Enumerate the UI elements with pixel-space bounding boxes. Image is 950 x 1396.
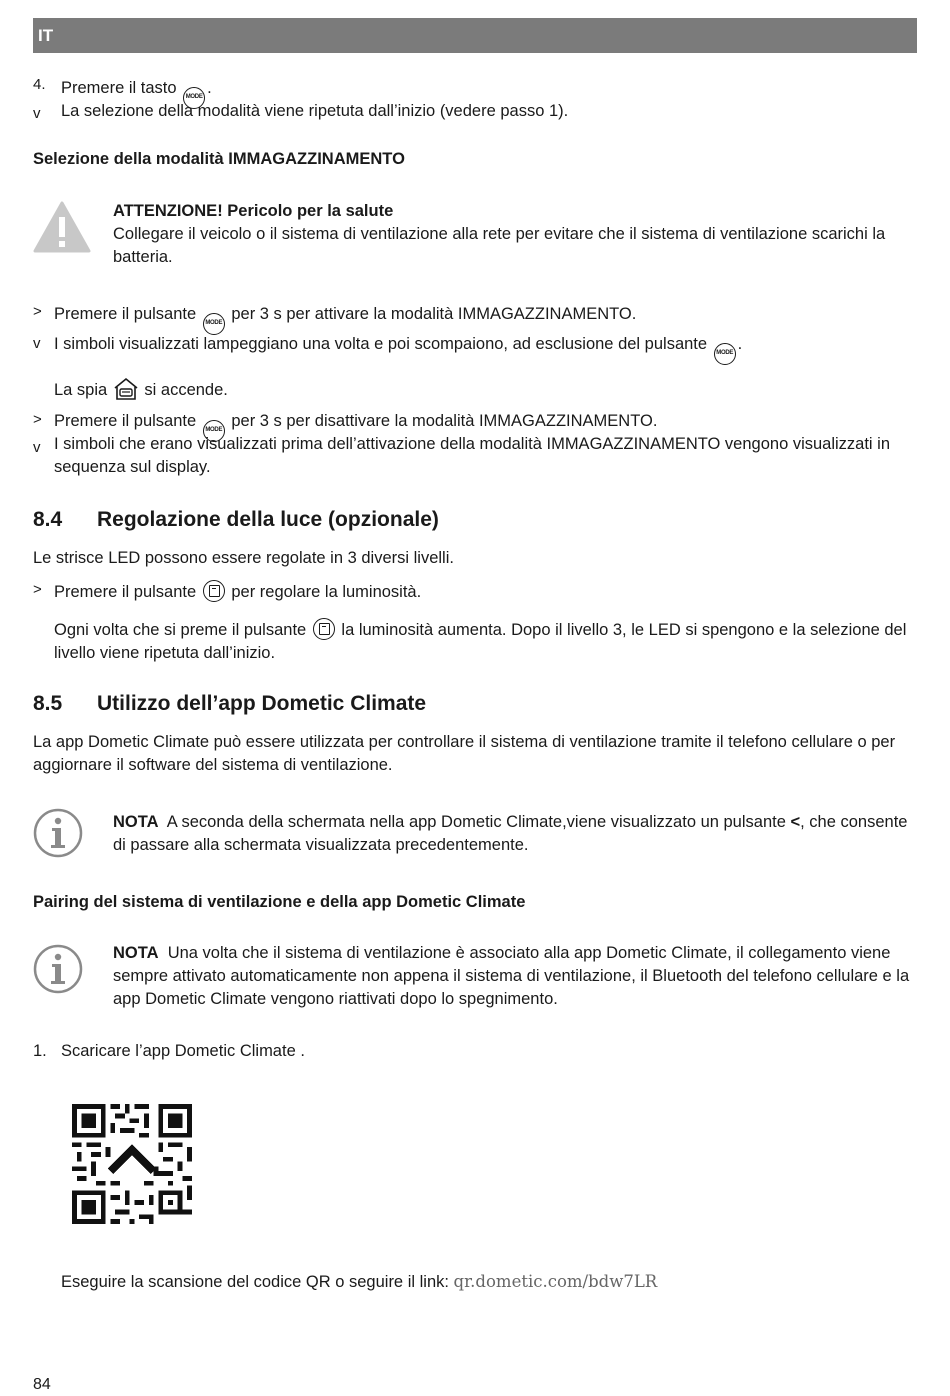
storage-action1: Premere il pulsante MODE per 3 s per attivare la modalità IMMAGAZZINAMENTO. bbox=[54, 303, 636, 335]
step1-text: Scaricare l’app Dometic Climate . bbox=[61, 1042, 305, 1060]
section-number: 8.5 bbox=[33, 692, 63, 715]
info-icon bbox=[33, 944, 83, 994]
section-8-4-heading bbox=[0, 508, 950, 536]
storage-lamp-icon bbox=[113, 377, 139, 401]
note-2: NOTA Una volta che il sistema di ventilazione è associato alla app Dometic Climate, il collegamento viene sempre attivato automaticamente non appena il sistema di ventilazione, il Bluetooth del telefono cellulare e la app Dometic Climate vengono riattivati dopo lo spegnimento. bbox=[113, 944, 910, 1008]
step-number: 1. bbox=[33, 1042, 47, 1060]
section-8-5-heading bbox=[0, 692, 950, 720]
info-icon bbox=[33, 808, 83, 858]
light-action: Premere il pulsante per regolare la luminosità. bbox=[54, 580, 421, 604]
qr-link[interactable]: qr.dometic.com/bdw7LR bbox=[453, 1272, 658, 1291]
language-bar bbox=[33, 18, 917, 53]
step-number: 4. bbox=[33, 76, 46, 93]
storage-lamp-info: La spia si accende. bbox=[54, 377, 228, 402]
light-info: Ogni volta che si preme il pulsante la luminosità aumenta. Dopo il livello 3, le LED si spengono e la selezione del livello viene ripetuta dall’inizio. bbox=[54, 618, 916, 665]
step4-result: La selezione della modalità viene ripetuta dall’inizio (vedere passo 1). bbox=[61, 102, 569, 120]
pairing-heading: Pairing del sistema di ventilazione e della app Dometic Climate bbox=[33, 893, 526, 911]
section-number: 8.4 bbox=[33, 508, 63, 531]
language-code: IT bbox=[38, 26, 54, 45]
mode-button-icon: MODE bbox=[203, 420, 225, 442]
scan-instruction: Eseguire la scansione del codice QR o seguire il link: qr.dometic.com/bdw7LR bbox=[61, 1272, 658, 1291]
storage-result2: I simboli che erano visualizzati prima dell’attivazione della modalità IMMAGAZZINAMENTO vengono visualizzati in sequenza sul display. bbox=[54, 435, 891, 476]
warning-box bbox=[113, 200, 913, 269]
result-marker: v bbox=[33, 105, 41, 122]
section-title: Utilizzo dell’app Dometic Climate bbox=[97, 692, 427, 715]
warning-title: ATTENZIONE! Pericolo per la salute bbox=[113, 202, 394, 220]
action-marker: > bbox=[33, 303, 42, 320]
qr-code bbox=[72, 1104, 192, 1224]
storage-action2: Premere il pulsante MODE per 3 s per disattivare la modalità IMMAGAZZINAMENTO. bbox=[54, 410, 657, 442]
warning-text: Collegare il veicolo o il sistema di ventilazione alla rete per evitare che il sistema di ventilazione scarichi la batteria. bbox=[113, 225, 886, 266]
mode-button-icon: MODE bbox=[714, 343, 736, 365]
page-number: 84 bbox=[33, 1376, 51, 1393]
action-marker: > bbox=[33, 411, 42, 428]
mode-button-icon: MODE bbox=[183, 87, 205, 109]
note-1: NOTA A seconda della schermata nella app Dometic Climate,viene visualizzato un pulsante <, che consente di passare alla schermata visualizzata precedentemente. bbox=[113, 813, 908, 854]
warning-triangle-icon bbox=[32, 200, 92, 254]
note-label: NOTA bbox=[113, 813, 159, 831]
storage-heading: Selezione della modalità IMMAGAZZINAMENTO bbox=[33, 150, 405, 168]
section-8-4-intro: Le strisce LED possono essere regolate in 3 diversi livelli. bbox=[33, 549, 454, 567]
section-8-5-intro: La app Dometic Climate può essere utilizzata per controllare il sistema di ventilazione tramite il telefono cellulare o per aggiornare il software del sistema di ventilazione. bbox=[33, 733, 896, 774]
light-button-icon bbox=[313, 618, 335, 640]
step4-text: Premere il tasto MODE . bbox=[61, 77, 212, 109]
note-label: NOTA bbox=[113, 944, 159, 962]
light-button-icon bbox=[203, 580, 225, 602]
storage-result1: I simboli visualizzati lampeggiano una volta e poi scompaiono, ad esclusione del pulsante MODE . bbox=[54, 333, 742, 365]
action-marker: > bbox=[33, 581, 42, 598]
back-symbol: < bbox=[790, 813, 801, 831]
section-title: Regolazione della luce (opzionale) bbox=[97, 508, 439, 531]
mode-button-icon: MODE bbox=[203, 313, 225, 335]
result-marker: v bbox=[33, 439, 41, 456]
result-marker: v bbox=[33, 335, 41, 352]
